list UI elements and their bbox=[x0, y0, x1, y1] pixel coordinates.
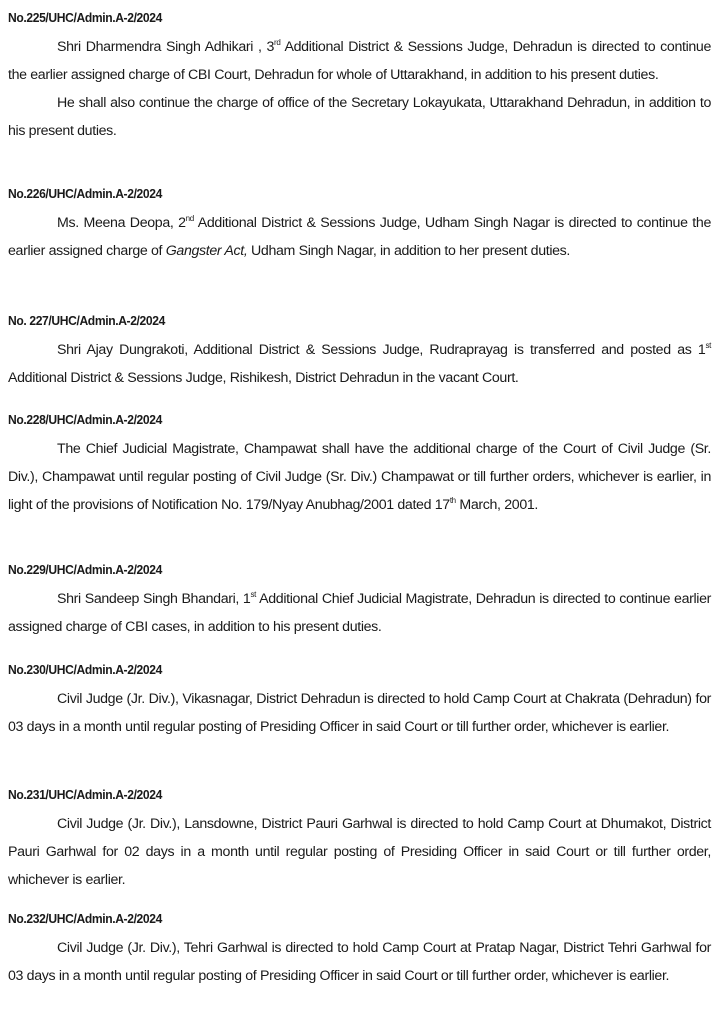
order-paragraph bbox=[8, 209, 711, 265]
order-paragraph bbox=[8, 585, 711, 641]
text: Additional District & Sessions Judge, Rishikesh, District Dehradun in the vacant Court. bbox=[8, 370, 519, 386]
text: March, 2001. bbox=[455, 497, 538, 513]
italic-text: Gangster Act, bbox=[165, 243, 248, 259]
order-paragraph bbox=[8, 810, 711, 894]
order-paragraph bbox=[8, 89, 711, 145]
order-paragraph bbox=[8, 33, 711, 89]
text: Additional District & Sessions Judge, Dehradun is directed to continue the earlier assigned charge of CBI Court, Dehradun for whole of Uttarakhand, in addition to his present duties. bbox=[8, 39, 711, 83]
ordinal-suffix: st bbox=[705, 341, 711, 350]
order-paragraph bbox=[8, 336, 711, 392]
order-231 bbox=[8, 787, 711, 894]
text: Shri Sandeep Singh Bhandari, 1 bbox=[57, 591, 251, 607]
order-226 bbox=[8, 186, 711, 265]
text: Civil Judge (Jr. Div.), Tehri Garhwal is directed to hold Camp Court at Pratap Nagar, District Tehri Garhwal for 03 days in a month until regular posting of Presiding Officer in said Court or till further order, whichever is earlier. bbox=[8, 940, 711, 984]
text: Additional District & Sessions Judge, Udham Singh Nagar is directed to continue the earlier assigned charge of bbox=[8, 215, 711, 259]
text: Udham Singh Nagar, in addition to her present duties. bbox=[247, 243, 571, 259]
order-232 bbox=[8, 911, 711, 990]
text: The Chief Judicial Magistrate, Champawat shall have the additional charge of the Court of Civil Judge (Sr. Div.), Champawat until regular posting of Civil Judge (Sr. Div.) Champawat or till further orders, whichever is earlier, in light of the provisions of Notification No. 179/Nyay Anubhag/2001 dated 17 bbox=[8, 441, 711, 513]
ordinal-suffix: rd bbox=[274, 38, 281, 47]
order-225 bbox=[8, 10, 711, 145]
order-paragraph bbox=[8, 934, 711, 990]
ordinal-suffix: th bbox=[449, 496, 456, 505]
order-paragraph bbox=[8, 435, 711, 519]
text: Shri Ajay Dungrakoti, Additional District & Sessions Judge, Rudraprayag is transferred and posted as 1 bbox=[57, 342, 706, 358]
order-heading: No.231/UHC/Admin.A-2/2024 bbox=[8, 787, 162, 802]
ordinal-suffix: nd bbox=[185, 214, 194, 223]
text: Civil Judge (Jr. Div.), Vikasnagar, District Dehradun is directed to hold Camp Court at Chakrata (Dehradun) for 03 days in a month until regular posting of Presiding Officer in said Court or till further order, whichever is earlier. bbox=[8, 691, 711, 735]
order-heading: No.229/UHC/Admin.A-2/2024 bbox=[8, 562, 162, 577]
order-heading: No.226/UHC/Admin.A-2/2024 bbox=[8, 186, 162, 201]
order-229 bbox=[8, 562, 711, 641]
order-228 bbox=[8, 412, 711, 519]
text: He shall also continue the charge of office of the Secretary Lokayukata, Uttarakhand Dehradun, in addition to his present duties. bbox=[8, 95, 711, 139]
order-heading: No.232/UHC/Admin.A-2/2024 bbox=[8, 911, 162, 926]
ordinal-suffix: st bbox=[250, 590, 257, 599]
order-heading: No.225/UHC/Admin.A-2/2024 bbox=[8, 10, 162, 25]
order-heading: No.228/UHC/Admin.A-2/2024 bbox=[8, 412, 162, 427]
order-paragraph bbox=[8, 685, 711, 741]
order-heading: No.230/UHC/Admin.A-2/2024 bbox=[8, 662, 162, 677]
text: Shri Dharmendra Singh Adhikari , 3 bbox=[57, 39, 274, 55]
order-heading: No. 227/UHC/Admin.A-2/2024 bbox=[8, 313, 165, 328]
order-230 bbox=[8, 662, 711, 741]
text: Additional Chief Judicial Magistrate, Dehradun is directed to continue earlier assigned charge of CBI cases, in addition to his present duties. bbox=[8, 591, 711, 635]
order-227 bbox=[8, 313, 711, 392]
text: Civil Judge (Jr. Div.), Lansdowne, District Pauri Garhwal is directed to hold Camp Court at Dhumakot, District Pauri Garhwal for 02 days in a month until regular posting of Presiding Officer in said Court or till further order, whichever is earlier. bbox=[8, 816, 711, 888]
text: Ms. Meena Deopa, 2 bbox=[57, 215, 186, 231]
